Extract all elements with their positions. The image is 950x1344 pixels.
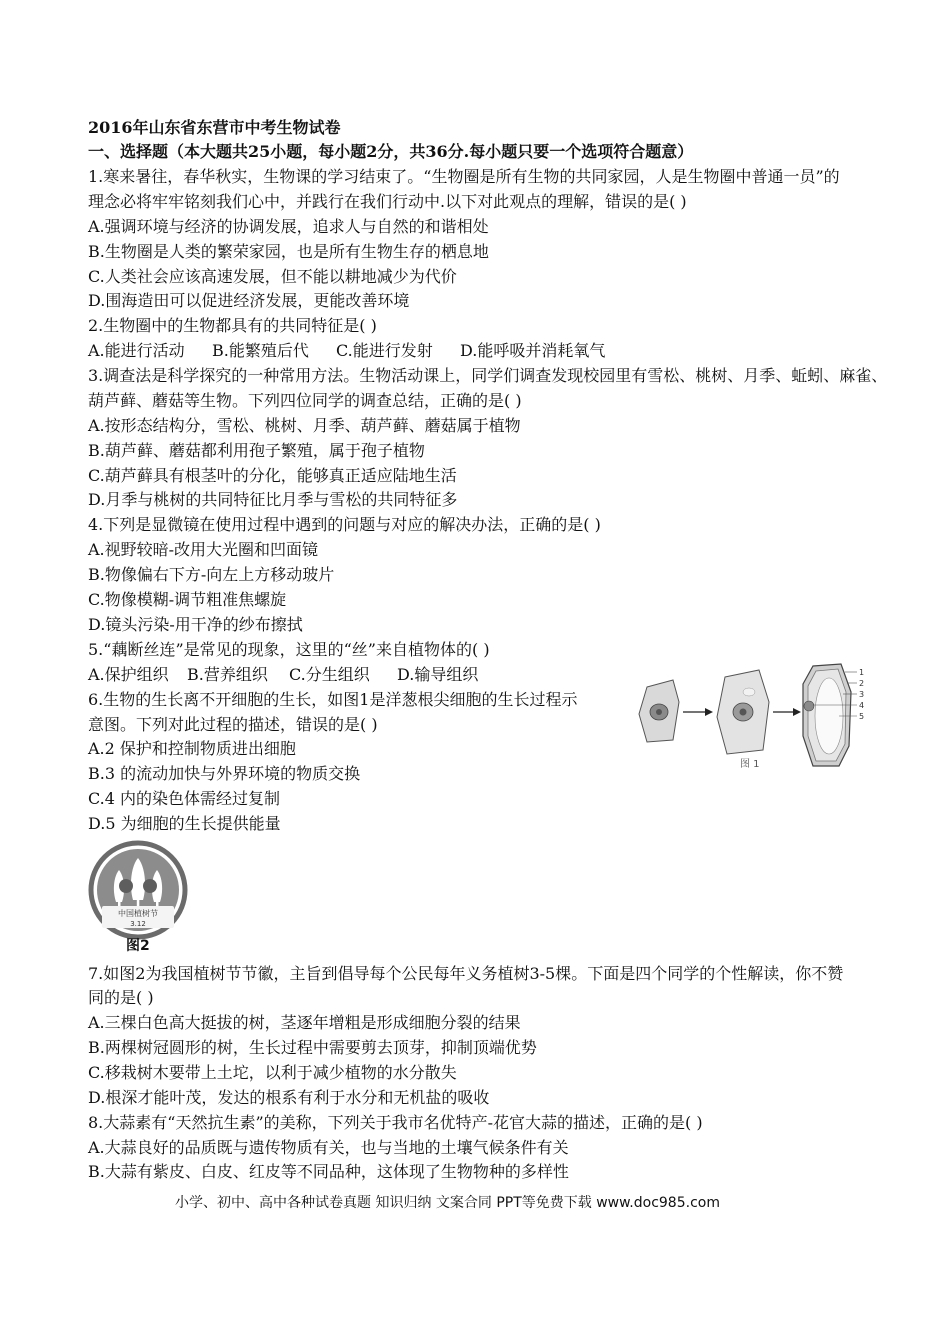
figure-2-arbor-day-emblem [88,840,188,940]
q7-option-c: C.移栽树木要带上土坨，以利于减少植物的水分散失 [88,1063,457,1082]
q7-option-d: D.根深才能叶茂，发达的根系有利于水分和无机盐的吸收 [88,1088,490,1107]
q1-option-a: A.强调环境与经济的协调发展，追求人与自然的和谐相处 [88,217,489,236]
q5-option-b: B.营养组织 [187,665,268,684]
q1-option-c: C.人类社会应该高速发展，但不能以耕地减少为代价 [88,267,457,286]
q1-option-d: D.围海造田可以促进经济发展，更能改善环境 [88,291,410,310]
q1-stem-line2: 理念必将牢牢铭刻我们心中，并践行在我们行动中.以下对此观点的理解，错误的是( ) [88,192,687,211]
q3-stem-line2: 葫芦藓、蘑菇等生物。下列四位同学的调查总结，正确的是( ) [88,391,522,410]
figure-1-caption: 图 1 [740,759,760,770]
q7-stem-line1: 7.如图2为我国植树节节徽，主旨到倡导每个公民每年义务植树3-5棵。下面是四个同学的个性解读，你不赞 [88,964,844,983]
q5-option-d: D.输导组织 [397,665,479,684]
small-cell [639,680,679,742]
q5-option-c: C.分生组织 [289,665,370,684]
fig1-label-3: 3 [859,690,865,699]
fig1-label-4: 4 [859,701,865,710]
q6-option-b: B.3 的流动加快与外界环境的物质交换 [88,764,361,783]
q7-option-b: B.两棵树冠圆形的树，生长过程中需要剪去顶芽，抑制顶端优势 [88,1038,537,1057]
q1-option-b: B.生物圈是人类的繁荣家园，也是所有生物生存的栖息地 [88,242,489,261]
q8-stem: 8.大蒜素有“天然抗生素”的美称，下列关于我市名优特产-花官大蒜的描述，正确的是( ) [88,1113,703,1132]
emblem-text: 中国植树节 [118,909,158,918]
q3-option-d: D.月季与桃树的共同特征比月季与雪松的共同特征多 [88,490,458,509]
q4-option-d: D.镜头污染-用干净的纱布擦拭 [88,615,303,634]
q4-stem: 4.下列是显微镜在使用过程中遇到的问题与对应的解决办法，正确的是( ) [88,515,601,534]
q7-stem-line2: 同的是( ) [88,988,154,1007]
q5-option-a: A.保护组织 [88,665,169,684]
q7-option-a: A.三棵白色高大挺拔的树，茎逐年增粗是形成细胞分裂的结果 [88,1013,521,1032]
q2-stem: 2.生物圈中的生物都具有的共同特征是( ) [88,316,377,335]
q2-option-c: C.能进行发射 [336,341,433,360]
q4-option-b: B.物像偏右下方-向左上方移动玻片 [88,565,335,584]
arrow-head-icon [793,708,801,716]
q2-option-d: D.能呼吸并消耗氧气 [460,341,606,360]
q2-option-a: A.能进行活动 [88,341,185,360]
q4-option-a: A.视野较暗-改用大光圈和凹面镜 [88,540,319,559]
page-footer: 小学、初中、高中各种试卷真题 知识归纳 文案合同 PPT等免费下载 www.doc985.com [175,1195,720,1211]
q2-option-b: B.能繁殖后代 [212,341,309,360]
q3-option-c: C.葫芦藓具有根茎叶的分化，能够真正适应陆地生活 [88,466,457,485]
q8-option-b: B.大蒜有紫皮、白皮、红皮等不同品种，这体现了生物物种的多样性 [88,1162,569,1181]
fig1-label-2: 2 [859,679,865,688]
medium-cell [717,670,769,754]
fig1-label-1: 1 [859,668,865,677]
q6-stem-line1: 6.生物的生长离不开细胞的生长，如图1是洋葱根尖细胞的生长过程示 [88,690,578,709]
q6-stem-line2: 意图。下列对此过程的描述，错误的是( ) [88,715,378,734]
q6-option-c: C.4 内的染色体需经过复制 [88,789,281,808]
q5-stem: 5.“藕断丝连”是常见的现象，这里的“丝”来自植物体的( ) [88,640,490,659]
large-cell [803,664,851,766]
q1-stem-line1: 1.寒来暑往，春华秋实，生物课的学习结束了。“生物圈是所有生物的共同家园，人是生物圈中普通一员”的 [88,167,840,186]
q5-options [88,664,478,686]
q3-option-a: A.按形态结构分，雪松、桃树、月季、葫芦藓、蘑菇属于植物 [88,416,521,435]
exam-title: 2016年山东省东营市中考生物试卷 [88,118,341,137]
q2-options [88,340,605,362]
arrow-head-icon [705,708,713,716]
fig1-label-5: 5 [859,712,865,721]
q3-option-b: B.葫芦藓、蘑菇都利用孢子繁殖，属于孢子植物 [88,441,425,460]
q8-option-a: A.大蒜良好的品质既与遗传物质有关，也与当地的土壤气候条件有关 [88,1138,569,1157]
emblem-date: 3.12 [130,920,146,928]
section-heading: 一、选择题（本大题共25小题，每小题2分，共36分.每小题只要一个选项符合题意） [88,142,694,161]
q6-option-a: A.2 保护和控制物质进出细胞 [88,739,296,758]
q3-stem-line1: 3.调查法是科学探究的一种常用方法。生物活动课上，同学们调查发现校园里有雪松、桃树、月季、蚯蚓、麻雀、 [88,366,888,385]
figure-2-caption: 图2 [126,938,150,954]
q4-option-c: C.物像模糊-调节粗准焦螺旋 [88,590,287,609]
q6-option-d: D.5 为细胞的生长提供能量 [88,814,281,833]
